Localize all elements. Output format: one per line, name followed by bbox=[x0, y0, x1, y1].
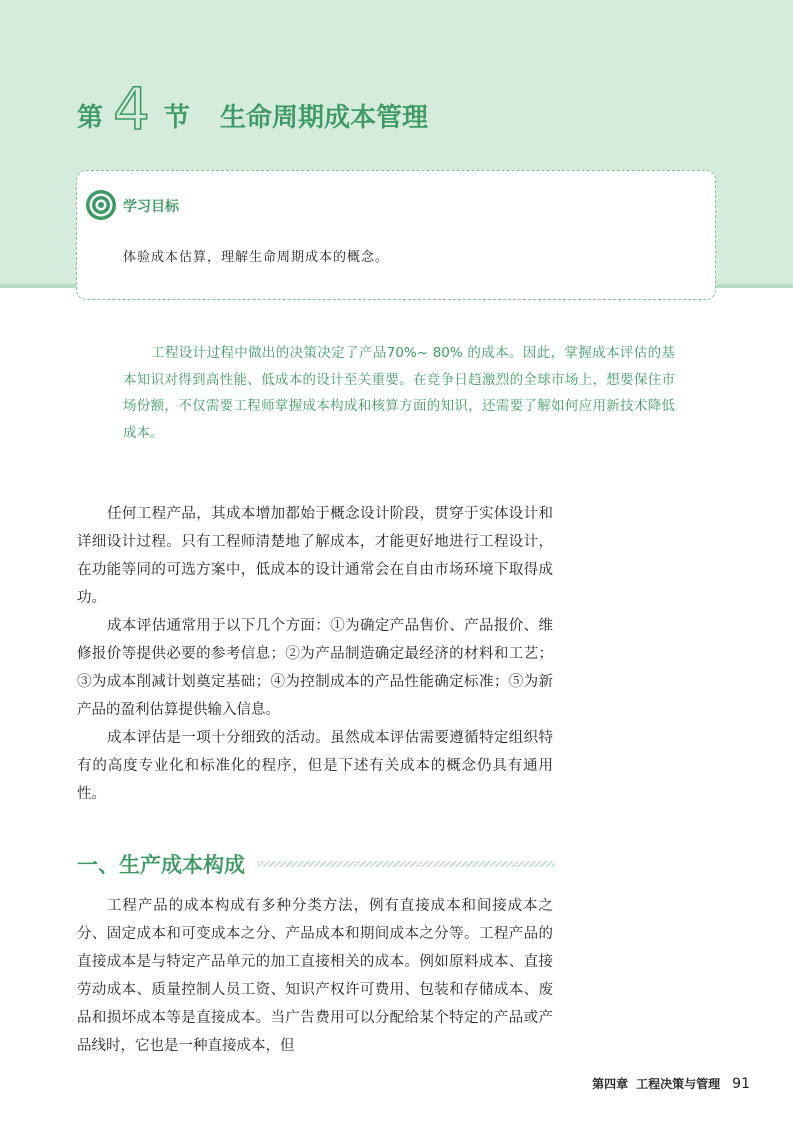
subsection-body bbox=[77, 892, 553, 1060]
body-paragraph: 工程产品的成本构成有多种分类方法，例有直接成本和间接成本之分、固定成本和可变成本之分、产品成本和期间成本之分等。工程产品的直接成本是与特定产品单元的加工直接相关的成本。例如原料成本、直接劳动成本、质量控制人员工资、知识产权许可费用、包装和存储成本、废品和损坏成本等是直接成本。当广告费用可以分配给某个特定的产品或产品线时，它也是一种直接成本，但 bbox=[77, 898, 553, 1054]
section-title bbox=[77, 75, 428, 150]
section-name: 生命周期成本管理 bbox=[219, 102, 428, 133]
section-prefix: 第 bbox=[77, 102, 104, 133]
intro-paragraph bbox=[123, 340, 675, 446]
learning-goals-label: 学习目标 bbox=[123, 199, 179, 215]
subsection-heading bbox=[77, 846, 555, 882]
learning-goals-text: 体验成本估算，理解生命周期成本的概念。 bbox=[123, 250, 390, 265]
body-paragraph: 成本评估通常用于以下几个方面：①为确定产品售价、产品报价、维修报价等提供必要的参考信息；②为产品制造确定最经济的材料和工艺；③为成本削减计划奠定基础；④为控制成本的产品性能确定标准；⑤为新产品的盈利估算提供输入信息。 bbox=[77, 618, 553, 718]
body-paragraph: 成本评估是一项十分细致的活动。虽然成本评估需要遵循特定组织特有的高度专业化和标准化的程序，但是下述有关成本的概念仍具有通用性。 bbox=[77, 730, 553, 802]
section-number: 4 bbox=[113, 75, 150, 143]
subsection-heading-text: 一、生产成本构成 bbox=[77, 853, 245, 877]
footer-chapter: 第四章 bbox=[592, 1077, 629, 1091]
target-icon bbox=[85, 189, 117, 221]
section-suffix: 节 bbox=[163, 102, 190, 133]
body-paragraph: 任何工程产品，其成本增加都始于概念设计阶段，贯穿于实体设计和详细设计过程。只有工程师清楚地了解成本，才能更好地进行工程设计，在功能等同的可选方案中，低成本的设计通常会在自由市场环境下取得成功。 bbox=[77, 506, 553, 606]
learning-goals-box bbox=[76, 170, 716, 300]
intro-text: 工程设计过程中做出的决策决定了产品70%~ 80% 的成本。因此，掌握成本评估的基本知识对得到高性能、低成本的设计至关重要。在竞争日趋激烈的全球市场上，想要保住市场份额，不仅需要工程师掌握成本构成和核算方面的知识，还需要了解如何应用新技术降低成本。 bbox=[123, 345, 675, 441]
page-number: 91 bbox=[732, 1076, 750, 1092]
footer-title: 工程决策与管理 bbox=[636, 1077, 721, 1091]
page-footer bbox=[592, 1075, 750, 1092]
heading-rule bbox=[257, 861, 555, 867]
body-section bbox=[77, 500, 553, 808]
